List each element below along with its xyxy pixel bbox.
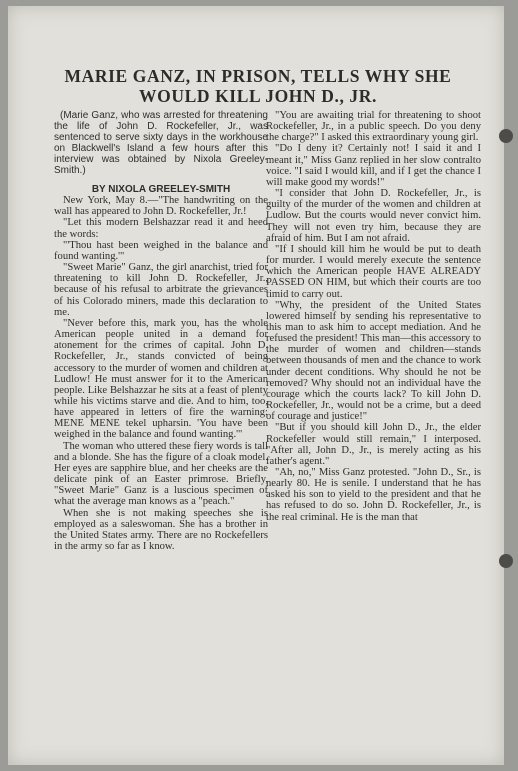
byline: BY NIXOLA GREELEY-SMITH [91,184,231,195]
newspaper-clipping [8,6,504,765]
headline-line-2: WOULD KILL JOHN D., JR. [139,86,377,106]
headline-line-1: MARIE GANZ, IN PRISON, TELLS WHY SHE [64,66,452,86]
paragraph: "You are awaiting trial for threatening to shoot Rockefeller, Jr., in a public speech. Do you deny the charge?" I asked this extraordinary young girl. [266,110,481,144]
paragraph: "Sweet Marie" Ganz, the girl anarchist, tried for threatening to kill John D. Rockefeller, Jr., because of his refusal to arbitrate the grievances of his Colorado miners, made this declaration to me. [54,262,268,318]
paragraph: "I consider that John D. Rockefeller, Jr., is guilty of the murder of the women and children at Ludlow. But the courts would never convict him. They will not even try him, because they are afraid of him. But I am not afraid. [266,188,481,244]
paragraph: New York, May 8.—"The handwriting on the wall has appeared to John D. Rockefeller, Jr.! [54,195,268,218]
paragraph: "'Thou hast been weighed in the balance and found wanting.'" [54,239,268,262]
paragraph: "Why, the president of the United States lowered himself by sending his representative to this man to ask him to accept mediation. And he refused the president! This man—this accessory to the murder of women and children—stands between thousands of men and the chance to work under decent conditions. Why should he not be removed? Why should not an individual have the courage which the courts lack? To kill John D. Rockefeller, Jr., would not be a crime, but a deed of courage and justice!" [266,299,481,423]
paragraph: "If I should kill him he would be put to death for murder. I would merely execute the sentence which the American people HAVE ALREADY PASSED ON HIM, but which their courts are too timid to carry out. [266,243,481,300]
paragraph: "Let this modern Belshazzar read it and heed the words: [54,217,268,240]
right-column [266,110,481,523]
paragraph: "Ah, no," Miss Ganz protested. "John D., Sr., is nearly 80. He is senile. I understand that he has asked his son to yield to the president and that he has refused to do so. John D. Rockefeller, Jr., is the real criminal. He is the man that [266,467,481,523]
paragraph: "Never before this, mark you, has the whole American people united in a demand for atonement for the crimes of capital. John D. Rockefeller, Jr., stands convicted of being accessory to the murder of women and children at Ludlow! He must answer for it to the American people. Like Belshazzar he sits at a feast of plenty while his victims starve and die. And to him, too, have appeared in letters of fire the warning: MENE MENE tekel upharsin. 'You have been weighed in the balance and found wanting.'" [54,317,268,441]
left-column [54,110,268,552]
binder-hole [499,554,513,568]
editor-note: (Marie Ganz, who was arrested for threatening the life of John D. Rockefeller, Jr., was sentenced to serve sixty days in the workhouse on Blackwell's Island a few hours after this interview was obtained by Nixola Greeley-Smith.) [54,110,268,176]
paragraph: "But if you should kill John D., Jr., the elder Rockefeller would still remain," I interposed. "After all, John D., Jr., is merely acting as his father's agent." [266,422,481,467]
binder-hole [499,129,513,143]
paragraph: "Do I deny it? Certainly not! I said it and I meant it," Miss Ganz replied in her slow contralto voice. "I said I would kill, and if I get the chance I will make good my words!" [266,143,481,188]
headline [38,66,478,106]
paragraph: The woman who uttered these fiery words is tall and a blonde. She has the figure of a cloak model. Her eyes are sapphire blue, and her cheeks are the delicate pink of an Easter primrose. Briefly, "Sweet Marie" Ganz is a luscious specimen of what the average man knows as a "peach." [54,440,268,508]
paragraph: When she is not making speeches she is employed as a saleswoman. She has a brother in the United States army. There are no Rockefellers in the army so far as I know. [54,507,268,552]
